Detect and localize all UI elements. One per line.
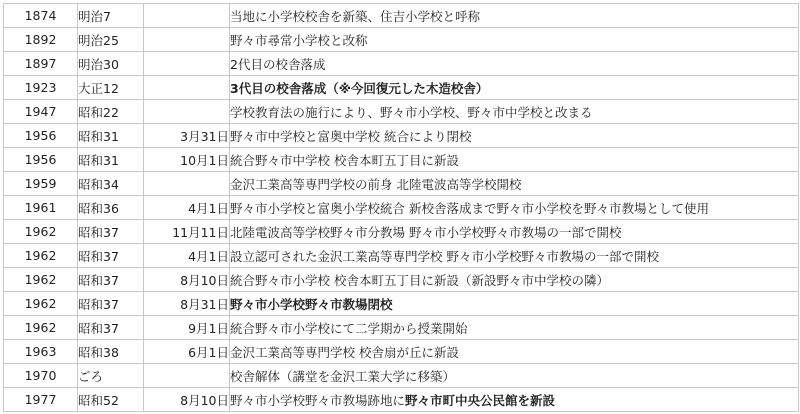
era-cell: 昭和37	[78, 220, 144, 244]
table-row	[4, 76, 799, 100]
table-row	[4, 52, 799, 76]
date-cell	[144, 52, 230, 76]
year-cell: 1962	[4, 268, 78, 292]
table-row	[4, 388, 799, 412]
era-cell: 昭和34	[78, 172, 144, 196]
date-cell	[144, 100, 230, 124]
description-cell	[230, 292, 799, 316]
table-row	[4, 340, 799, 364]
year-cell: 1962	[4, 316, 78, 340]
table-row	[4, 172, 799, 196]
date-cell: 6月1日	[144, 340, 230, 364]
era-cell: 昭和37	[78, 316, 144, 340]
history-table-container	[3, 3, 798, 412]
era-cell: 明治25	[78, 28, 144, 52]
year-cell: 1956	[4, 124, 78, 148]
description-cell	[230, 172, 799, 196]
description-text: 北陸電波高等学校野々市分教場 野々市小学校野々市教場の一部で開校	[230, 224, 622, 240]
date-cell	[144, 364, 230, 388]
description-cell	[230, 76, 799, 100]
description-text: 当地に小学校校舎を新築、住吉小学校と呼称	[230, 8, 481, 24]
date-cell: 8月10日	[144, 388, 230, 412]
description-text: 設立認可された金沢工業高等専門学校 野々市小学校野々市教場の一部で開校	[230, 248, 659, 264]
year-cell: 1959	[4, 172, 78, 196]
date-cell: 8月10日	[144, 268, 230, 292]
date-cell	[144, 76, 230, 100]
description-text: 野々市小学校野々市教場跡地に	[230, 392, 406, 408]
year-cell: 1956	[4, 148, 78, 172]
table-row	[4, 28, 799, 52]
description-cell	[230, 364, 799, 388]
year-cell: 1970	[4, 364, 78, 388]
description-text: 金沢工業高等専門学校 校舎扇が丘に新設	[230, 344, 459, 360]
table-row	[4, 244, 799, 268]
description-cell	[230, 196, 799, 220]
date-cell: 4月1日	[144, 196, 230, 220]
description-text: 校舎解体（講堂を金沢工業大学に移築）	[230, 368, 456, 384]
description-text: 統合野々市小学校 校舎本町五丁目に新設（新設野々市中学校の隣）	[230, 272, 609, 288]
description-bold-text: 野々市町中央公民館を新設	[405, 392, 556, 408]
description-bold-text: 3代目の校舎落成（※今回復元した木造校舎）	[230, 80, 489, 96]
description-text: 野々市中学校と富奥中学校 統合により閉校	[230, 128, 472, 144]
description-cell	[230, 52, 799, 76]
era-cell: 昭和22	[78, 100, 144, 124]
description-cell	[230, 268, 799, 292]
table-row	[4, 316, 799, 340]
year-cell: 1963	[4, 340, 78, 364]
description-bold-text: 野々市小学校野々市教場閉校	[230, 296, 393, 312]
table-row	[4, 100, 799, 124]
year-cell: 1892	[4, 28, 78, 52]
date-cell	[144, 4, 230, 28]
date-cell: 9月1日	[144, 316, 230, 340]
year-cell: 1897	[4, 52, 78, 76]
description-cell	[230, 148, 799, 172]
description-text: 野々市小学校と富奥小学校統合 新校舎落成まで野々市小学校を野々市教場として使用	[230, 200, 709, 216]
table-row	[4, 364, 799, 388]
year-cell: 1962	[4, 220, 78, 244]
description-text: 学校教育法の施行により、野々市小学校、野々市中学校と改まる	[230, 104, 593, 120]
description-cell	[230, 124, 799, 148]
era-cell: 昭和37	[78, 268, 144, 292]
date-cell	[144, 172, 230, 196]
date-cell: 4月1日	[144, 244, 230, 268]
description-cell	[230, 244, 799, 268]
year-cell: 1962	[4, 244, 78, 268]
era-cell: 昭和37	[78, 292, 144, 316]
description-text: 統合野々市小学校にて二学期から授業開始	[230, 320, 468, 336]
table-row	[4, 292, 799, 316]
era-cell: 昭和36	[78, 196, 144, 220]
description-cell	[230, 4, 799, 28]
table-row	[4, 124, 799, 148]
year-cell: 1977	[4, 388, 78, 412]
year-cell: 1874	[4, 4, 78, 28]
era-cell: 明治30	[78, 52, 144, 76]
description-cell	[230, 100, 799, 124]
description-text: 統合野々市中学校 校舎本町五丁目に新設	[230, 152, 459, 168]
table-row	[4, 220, 799, 244]
era-cell: 昭和37	[78, 244, 144, 268]
era-cell: 昭和52	[78, 388, 144, 412]
era-cell: 昭和31	[78, 148, 144, 172]
description-text: 2代目の校舎落成	[230, 56, 326, 72]
history-timeline-table	[3, 3, 799, 412]
description-cell	[230, 316, 799, 340]
era-cell: 明治7	[78, 4, 144, 28]
era-cell: 昭和38	[78, 340, 144, 364]
table-row	[4, 148, 799, 172]
year-cell: 1923	[4, 76, 78, 100]
description-cell	[230, 28, 799, 52]
date-cell: 3月31日	[144, 124, 230, 148]
table-row	[4, 268, 799, 292]
description-text: 野々市尋常小学校と改称	[230, 32, 368, 48]
description-cell	[230, 388, 799, 412]
table-row	[4, 196, 799, 220]
era-cell: 大正12	[78, 76, 144, 100]
table-row	[4, 4, 799, 28]
description-cell	[230, 340, 799, 364]
year-cell: 1962	[4, 292, 78, 316]
date-cell: 8月31日	[144, 292, 230, 316]
description-cell	[230, 220, 799, 244]
era-cell: 昭和31	[78, 124, 144, 148]
date-cell	[144, 28, 230, 52]
description-text: 金沢工業高等専門学校の前身 北陸電波高等学校開校	[230, 176, 522, 192]
date-cell: 10月1日	[144, 148, 230, 172]
date-cell: 11月11日	[144, 220, 230, 244]
year-cell: 1947	[4, 100, 78, 124]
era-cell: ごろ	[78, 364, 144, 388]
year-cell: 1961	[4, 196, 78, 220]
